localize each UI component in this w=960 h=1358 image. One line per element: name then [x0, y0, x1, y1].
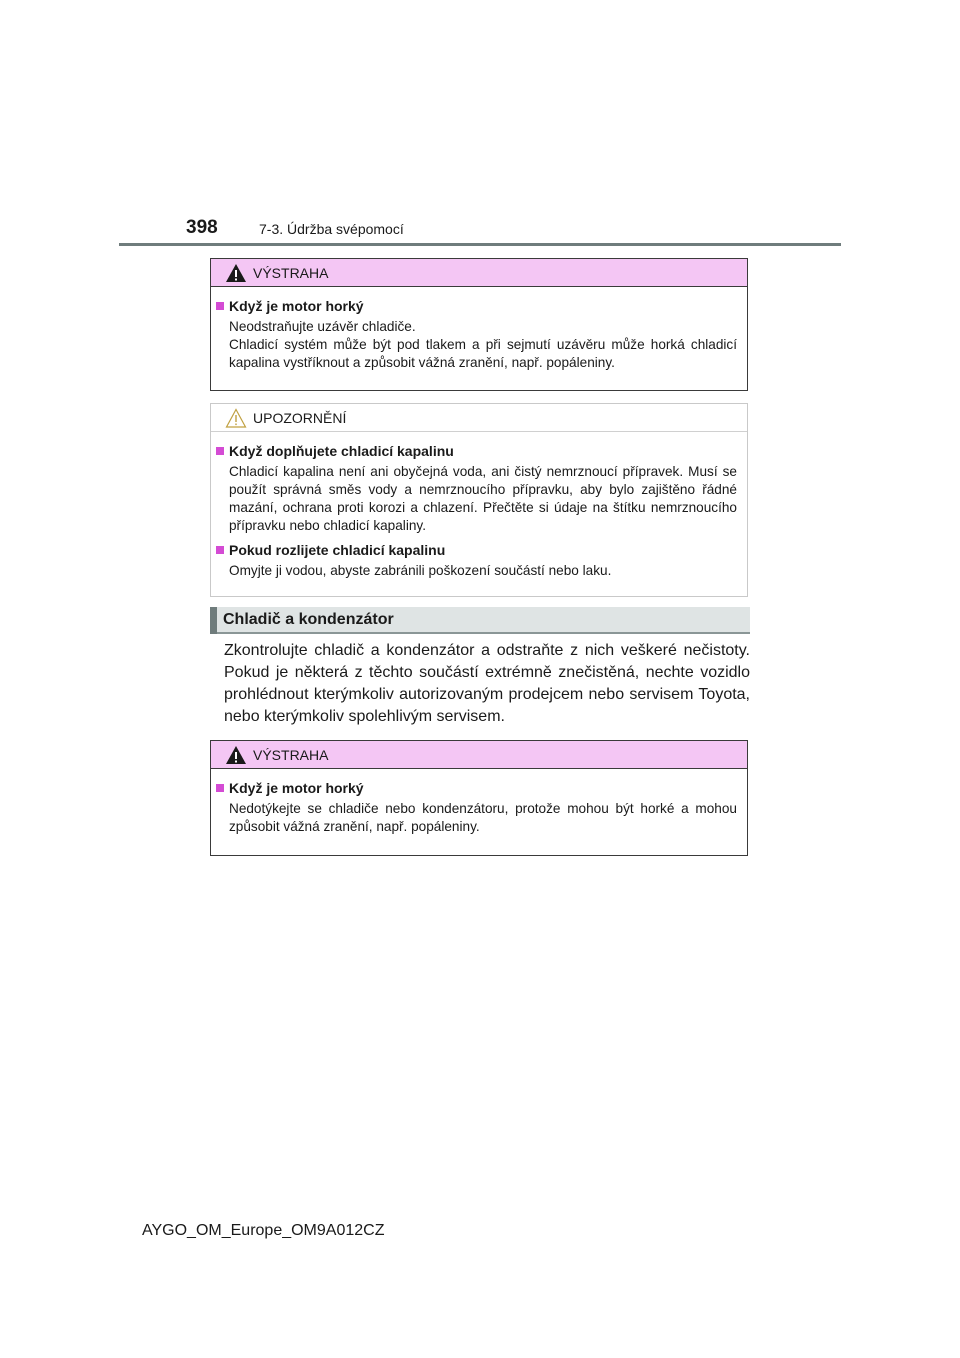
square-bullet-icon [216, 784, 224, 792]
square-bullet-icon [216, 447, 224, 455]
header-rule [119, 243, 841, 246]
section-title: 7-3. Údržba svépomocí [259, 221, 404, 237]
section-heading [210, 607, 750, 634]
document-id-footer: AYGO_OM_Europe_OM9A012CZ [142, 1222, 385, 1239]
warning-item [216, 297, 737, 372]
heading-accent [210, 607, 217, 634]
warning-item-text: Nedotýkejte se chladiče nebo kondenzátoru, protože mohou být horké a mohou způsobit vážná zranění, např. popáleniny. [229, 801, 737, 834]
warning-label: VÝSTRAHA [253, 746, 329, 763]
caution-item-title [216, 541, 737, 559]
warning-item-text: Neodstraňujte uzávěr chladiče. Chladicí systém může být pod tlakem a při sejmutí uzávěru může horká chladicí kapalina vystříknout a způsobit vážná zranění, např. popáleniny. [229, 319, 737, 370]
section-heading-text: Chladič a kondenzátor [223, 610, 394, 628]
caution-item-text: Omyjte ji vodou, abyste zabránili poškození součástí nebo laku. [229, 563, 612, 578]
warning-header [211, 741, 747, 769]
caution-item [216, 541, 737, 580]
caution-label: UPOZORNĚNÍ [253, 409, 347, 426]
warning-item-title [216, 297, 737, 315]
warning-icon [225, 745, 247, 765]
square-bullet-icon [216, 546, 224, 554]
caution-icon [225, 408, 247, 428]
caution-item [216, 442, 737, 535]
warning-item-title [216, 779, 737, 797]
caution-item-title [216, 442, 737, 460]
warning-item-title-text: Když je motor horký [229, 780, 364, 796]
caution-body [211, 432, 747, 594]
caution-item-title-text: Když doplňujete chladicí kapalinu [229, 443, 454, 459]
warning-body [211, 287, 747, 386]
warning-header [211, 259, 747, 287]
warning-item-title-text: Když je motor horký [229, 298, 364, 314]
warning-label: VÝSTRAHA [253, 264, 329, 281]
square-bullet-icon [216, 302, 224, 310]
warning-body [211, 769, 747, 850]
warning-icon [225, 263, 247, 283]
caution-header [211, 404, 747, 432]
warning-box [210, 258, 748, 391]
warning-item [216, 779, 737, 836]
body-paragraph: Zkontrolujte chladič a kondenzátor a odstraňte z nich veškeré nečistoty. Pokud je některá z těchto součástí extrémně znečistěná, nechte vozidlo prohlédnout kterýmkoliv autorizovaným prodejcem nebo servisem Toyota, nebo kterýmkoliv spolehlivým servisem. [224, 642, 750, 725]
caution-item-text: Chladicí kapalina není ani obyčejná voda, ani čistý nemrznoucí přípravek. Musí se použít správná směs vody a nemrznoucího přípravku, aby bylo zajištěno řádné mazání, ochrana proti korozi a chlazení. Přečtěte si údaje na štítku nemrznoucího přípravku nebo chladicí kapaliny. [229, 464, 737, 533]
warning-box [210, 740, 748, 856]
page-number: 398 [186, 217, 218, 238]
caution-item-title-text: Pokud rozlijete chladicí kapalinu [229, 542, 446, 558]
caution-box [210, 403, 748, 597]
